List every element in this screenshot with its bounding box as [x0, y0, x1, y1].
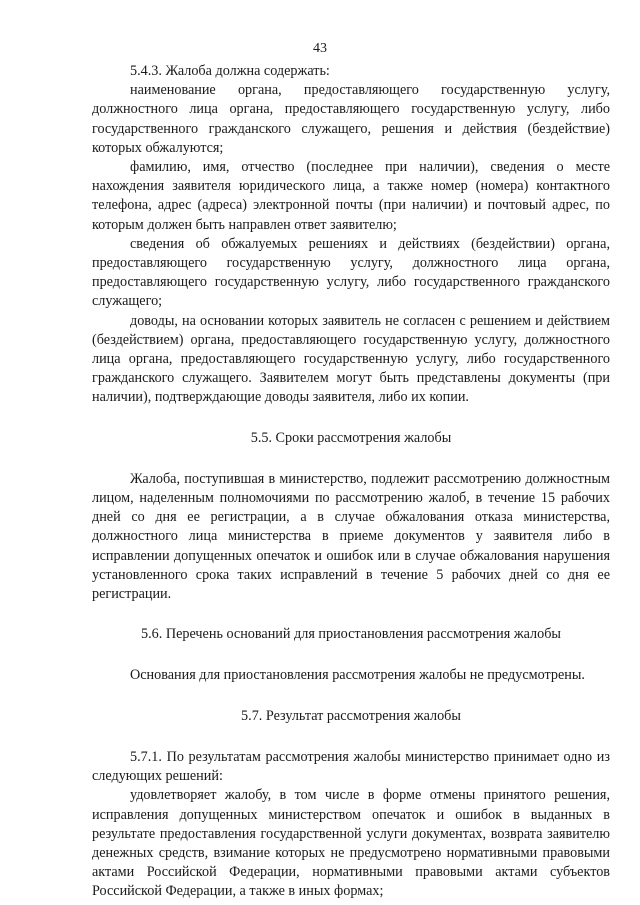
paragraph-arguments: доводы, на основании которых заявитель не согласен с решением и действием (бездействием) органа, предоставляющего государственную услугу, должностного лица органа, предоставляющего государственную услугу, либо государственного гражданского служащего. Заявителем могут быть представлены документы (при наличии), подтверждающие доводы заявителя, либо их копии.: [92, 312, 610, 406]
page-number: 43: [313, 41, 327, 56]
paragraph-review-terms: Жалоба, поступившая в министерство, подлежит рассмотрению должностным лицом, наделенным полномочиями по рассмотрению жалоб, в течение 15 рабочих дней со дня ее регистрации, а в случае обжалования отказа министерства, должностного лица министерства в приеме документов у заявителя либо в исправлении допущенных опечаток и ошибок или в случае обжалования нарушения установленного срока таких исправлений в течение 5 рабочих дней со дня ее регистрации.: [92, 470, 610, 603]
paragraph-5-4-3: 5.4.3. Жалоба должна содержать:: [130, 63, 330, 79]
paragraph-appealed-decisions: сведения об обжалуемых решениях и действиях (бездействии) органа, предоставляющего государственную услугу, должностного лица органа, предоставляющего государственную услугу, либо государственного гражданского служащего;: [92, 235, 610, 310]
paragraph-satisfy-complaint: удовлетворяет жалобу, в том числе в форме отмены принятого решения, исправления допущенных министерством опечаток и ошибок в выданных в результате предоставления государственной услуги документах, возврата заявителю денежных средств, взимание которых не предусмотрено нормативными правовыми актами Российской Федерации, нормативными правовыми актами субъектов Российской Федерации, а также в иных формах;: [92, 787, 610, 900]
paragraph-applicant-details: фамилию, имя, отчество (последнее при наличии), сведения о месте нахождения заявителя юридического лица, а также номер (номера) контактного телефона, адрес (адреса) электронной почты (при наличии) и почтовый адрес, по которым должен быть направлен ответ заявителю;: [92, 159, 610, 233]
document-body: [92, 62, 610, 902]
paragraph-suspension-grounds: Основания для приостановления рассмотрения жалобы не предусмотрены.: [130, 667, 585, 684]
paragraph-complaint-subject: наименование органа, предоставляющего государственную услугу, должностного лица органа, предоставляющего государственную услугу, либо государственного гражданского служащего, решения и действия (бездействие) которых обжалуются;: [92, 82, 610, 156]
heading-5-6: 5.6. Перечень оснований для приостановления рассмотрения жалобы: [141, 626, 561, 643]
heading-5-5: 5.5. Сроки рассмотрения жалобы: [250, 429, 452, 446]
heading-5-7: 5.7. Результат рассмотрения жалобы: [241, 707, 461, 724]
paragraph-5-7-1: 5.7.1. По результатам рассмотрения жалобы министерство принимает одно из следующих решений:: [92, 748, 610, 785]
